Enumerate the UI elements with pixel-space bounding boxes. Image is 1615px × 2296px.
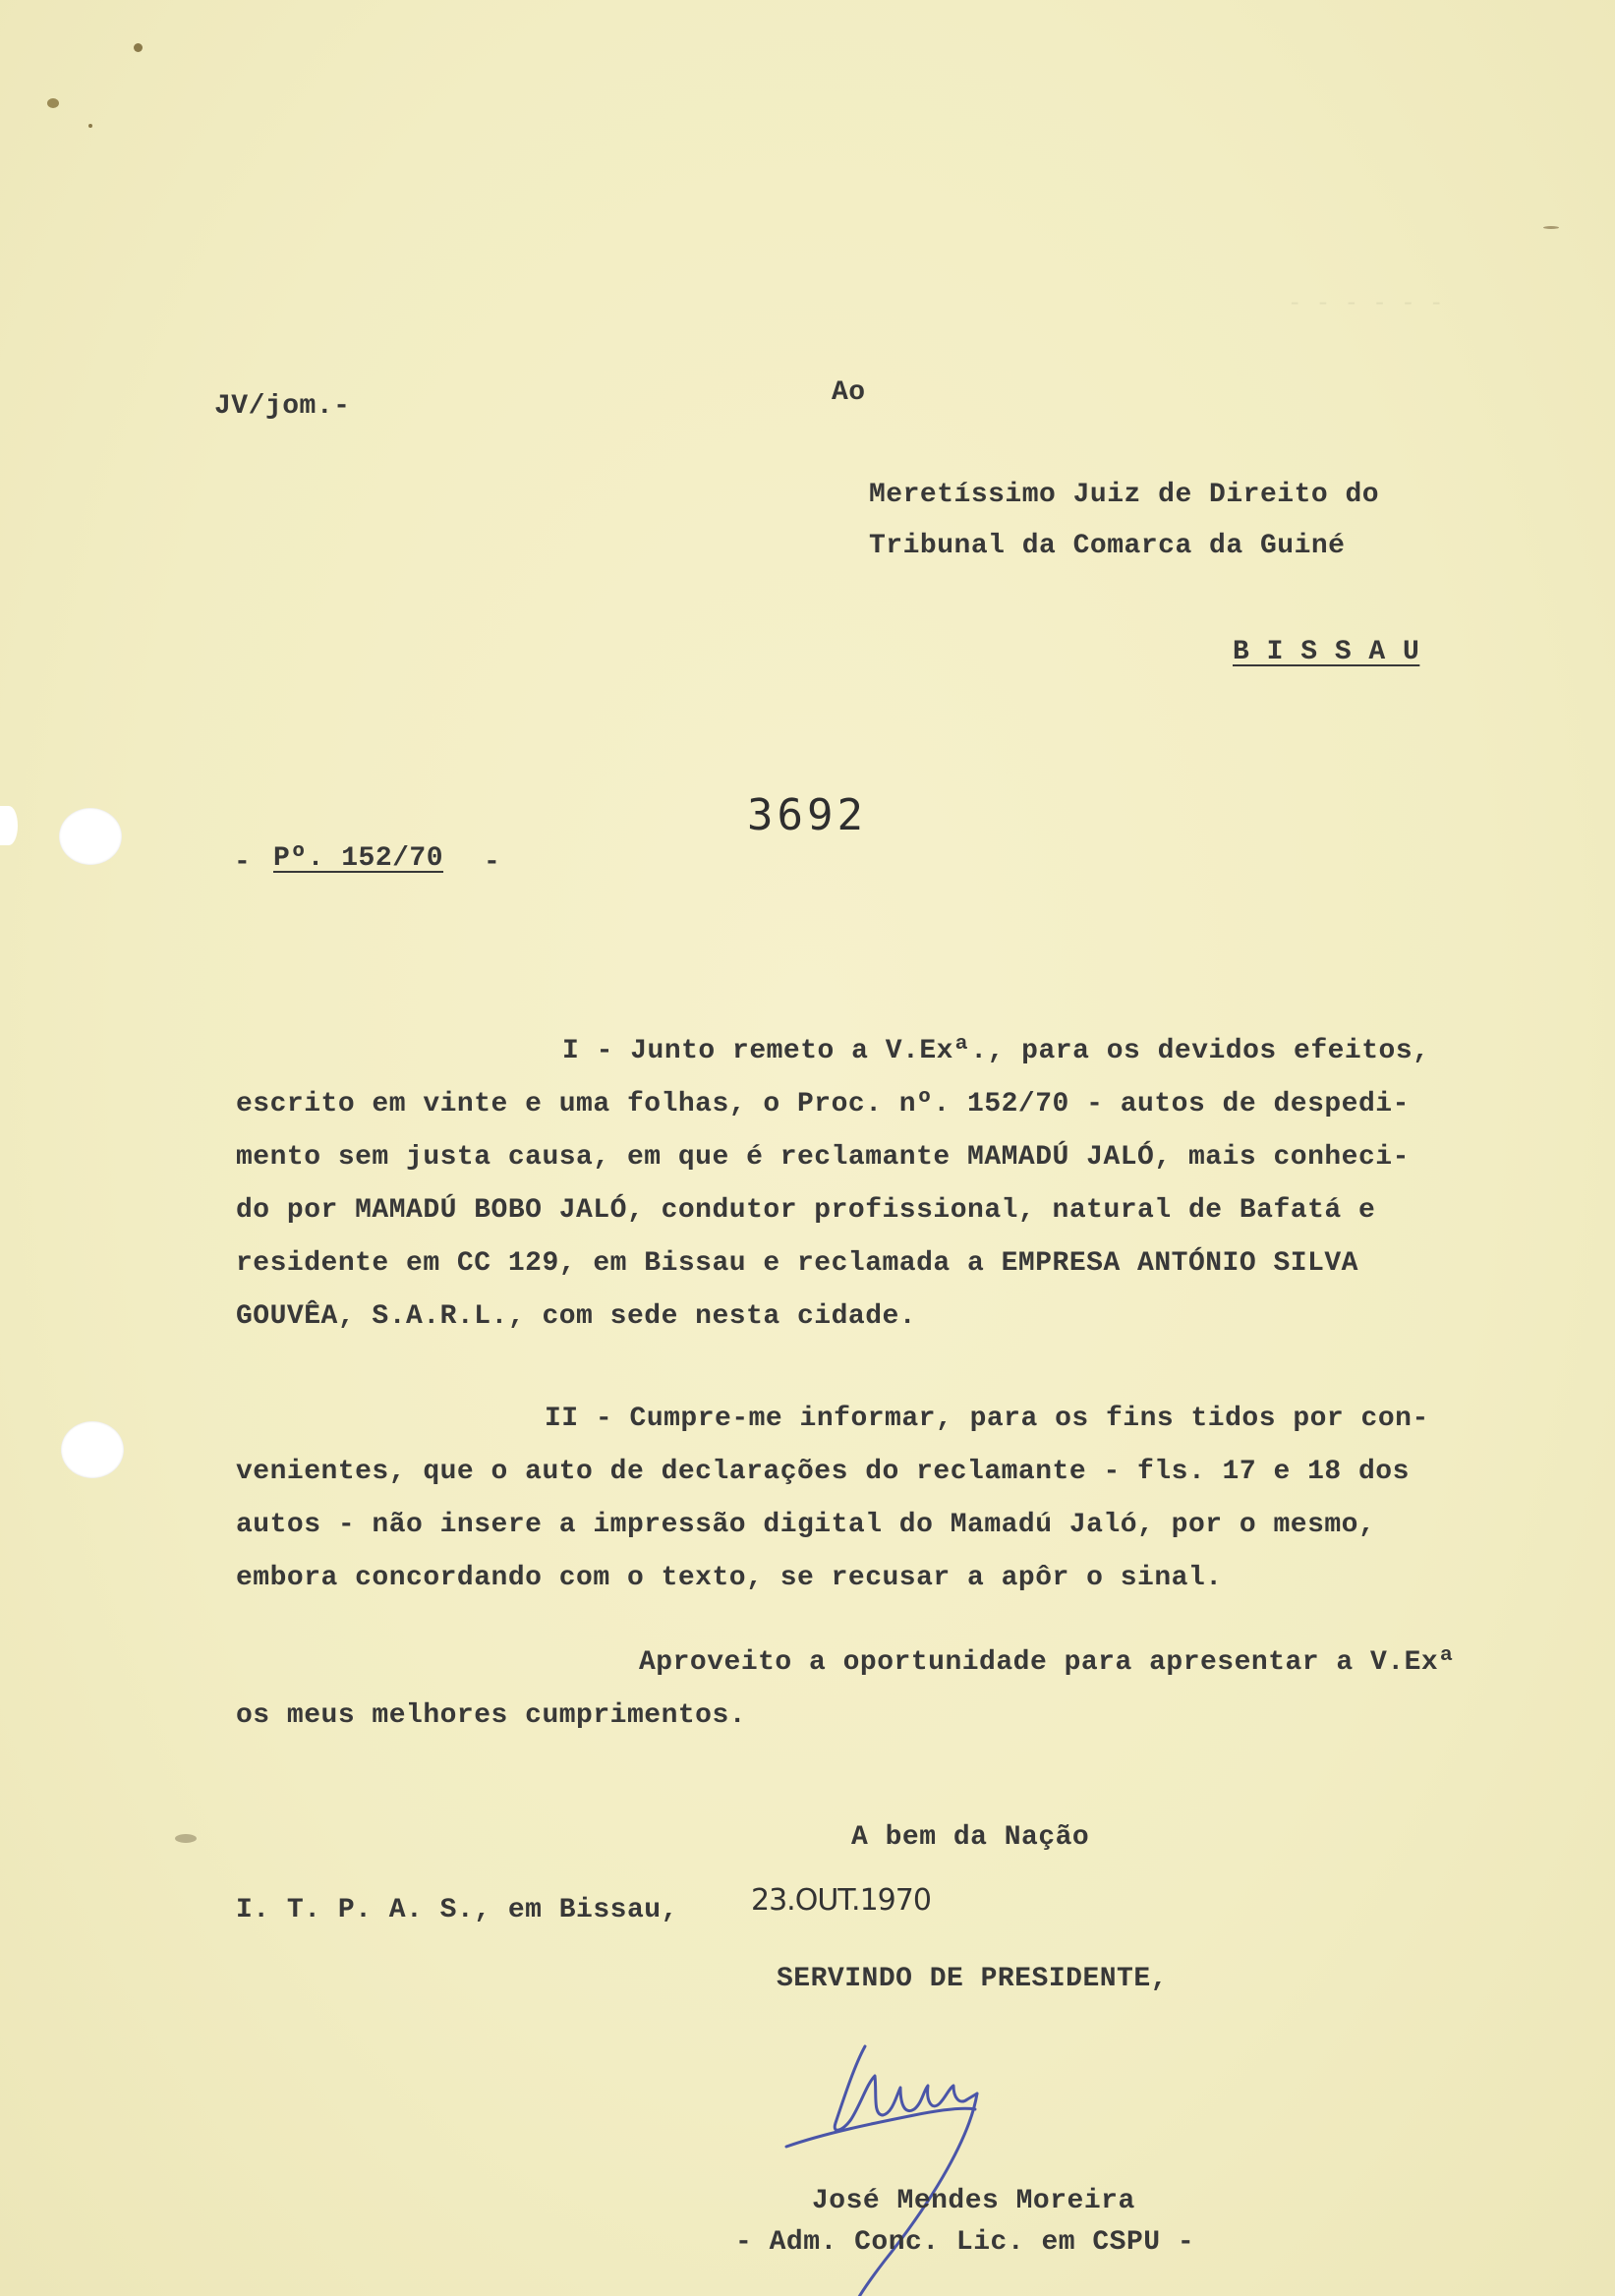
- paragraph-2-line: II - Cumpre-me informar, para os fins tidos por con-: [545, 1404, 1429, 1434]
- paragraph-2-line: venientes, que o auto de declarações do reclamante - fls. 17 e 18 dos: [236, 1457, 1410, 1487]
- paper-speck: [175, 1834, 197, 1843]
- addressee-line-2: Tribunal da Comarca da Guiné: [869, 531, 1346, 561]
- registry-number-stamp: 3692: [747, 790, 867, 840]
- faint-bleed-through: - - - - - -: [1288, 291, 1444, 317]
- reference-code: JV/jom.-: [214, 391, 351, 422]
- paragraph-2-line: autos - não insere a impressão digital do Mamadú Jaló, por o mesmo,: [236, 1510, 1376, 1540]
- paper-speck: [47, 98, 59, 108]
- signatory-role: SERVINDO DE PRESIDENTE,: [777, 1964, 1168, 1994]
- process-dash-right: -: [484, 847, 501, 878]
- punch-hole: [59, 808, 122, 865]
- punch-hole: [61, 1421, 124, 1478]
- addressee-prefix: Ao: [832, 377, 866, 408]
- process-dash-left: -: [234, 847, 252, 878]
- paragraph-1-line: do por MAMADÚ BOBO JALÓ, condutor profissional, natural de Bafatá e: [236, 1195, 1376, 1226]
- addressee-city: B I S S A U: [1233, 637, 1420, 667]
- paragraph-1-line: GOUVÊA, S.A.R.L., com sede nesta cidade.: [236, 1301, 917, 1332]
- paragraph-3-line: Aproveito a oportunidade para apresentar a V.Exª: [639, 1647, 1456, 1678]
- paper-speck: [88, 124, 92, 128]
- closing-salutation: A bem da Nação: [851, 1822, 1090, 1853]
- addressee-line-1: Meretíssimo Juiz de Direito do: [869, 480, 1380, 510]
- paragraph-2-line: embora concordando com o texto, se recusar a apôr o sinal.: [236, 1563, 1223, 1593]
- punch-hole-edge: [0, 806, 18, 845]
- paragraph-1-line: escrito em vinte e uma folhas, o Proc. nº. 152/70 - autos de despedi-: [236, 1089, 1410, 1119]
- paragraph-1-line: I - Junto remeto a V.Exª., para os devidos efeitos,: [562, 1036, 1430, 1066]
- date-stamp: 23.OUT.1970: [751, 1883, 931, 1918]
- paragraph-1-line: residente em CC 129, em Bissau e reclamada a EMPRESA ANTÓNIO SILVA: [236, 1248, 1358, 1279]
- signatory-name: José Mendes Moreira: [812, 2186, 1135, 2216]
- origin-line: I. T. P. A. S., em Bissau,: [236, 1895, 678, 1925]
- paragraph-3-line: os meus melhores cumprimentos.: [236, 1700, 747, 1731]
- signatory-title: - Adm. Conc. Lic. em CSPU -: [735, 2227, 1195, 2258]
- paper-speck: [134, 43, 143, 52]
- paper-speck: [1543, 226, 1559, 229]
- paragraph-1-line: mento sem justa causa, em que é reclamante MAMADÚ JALÓ, mais conheci-: [236, 1142, 1410, 1173]
- process-number: Pº. 152/70: [273, 843, 444, 874]
